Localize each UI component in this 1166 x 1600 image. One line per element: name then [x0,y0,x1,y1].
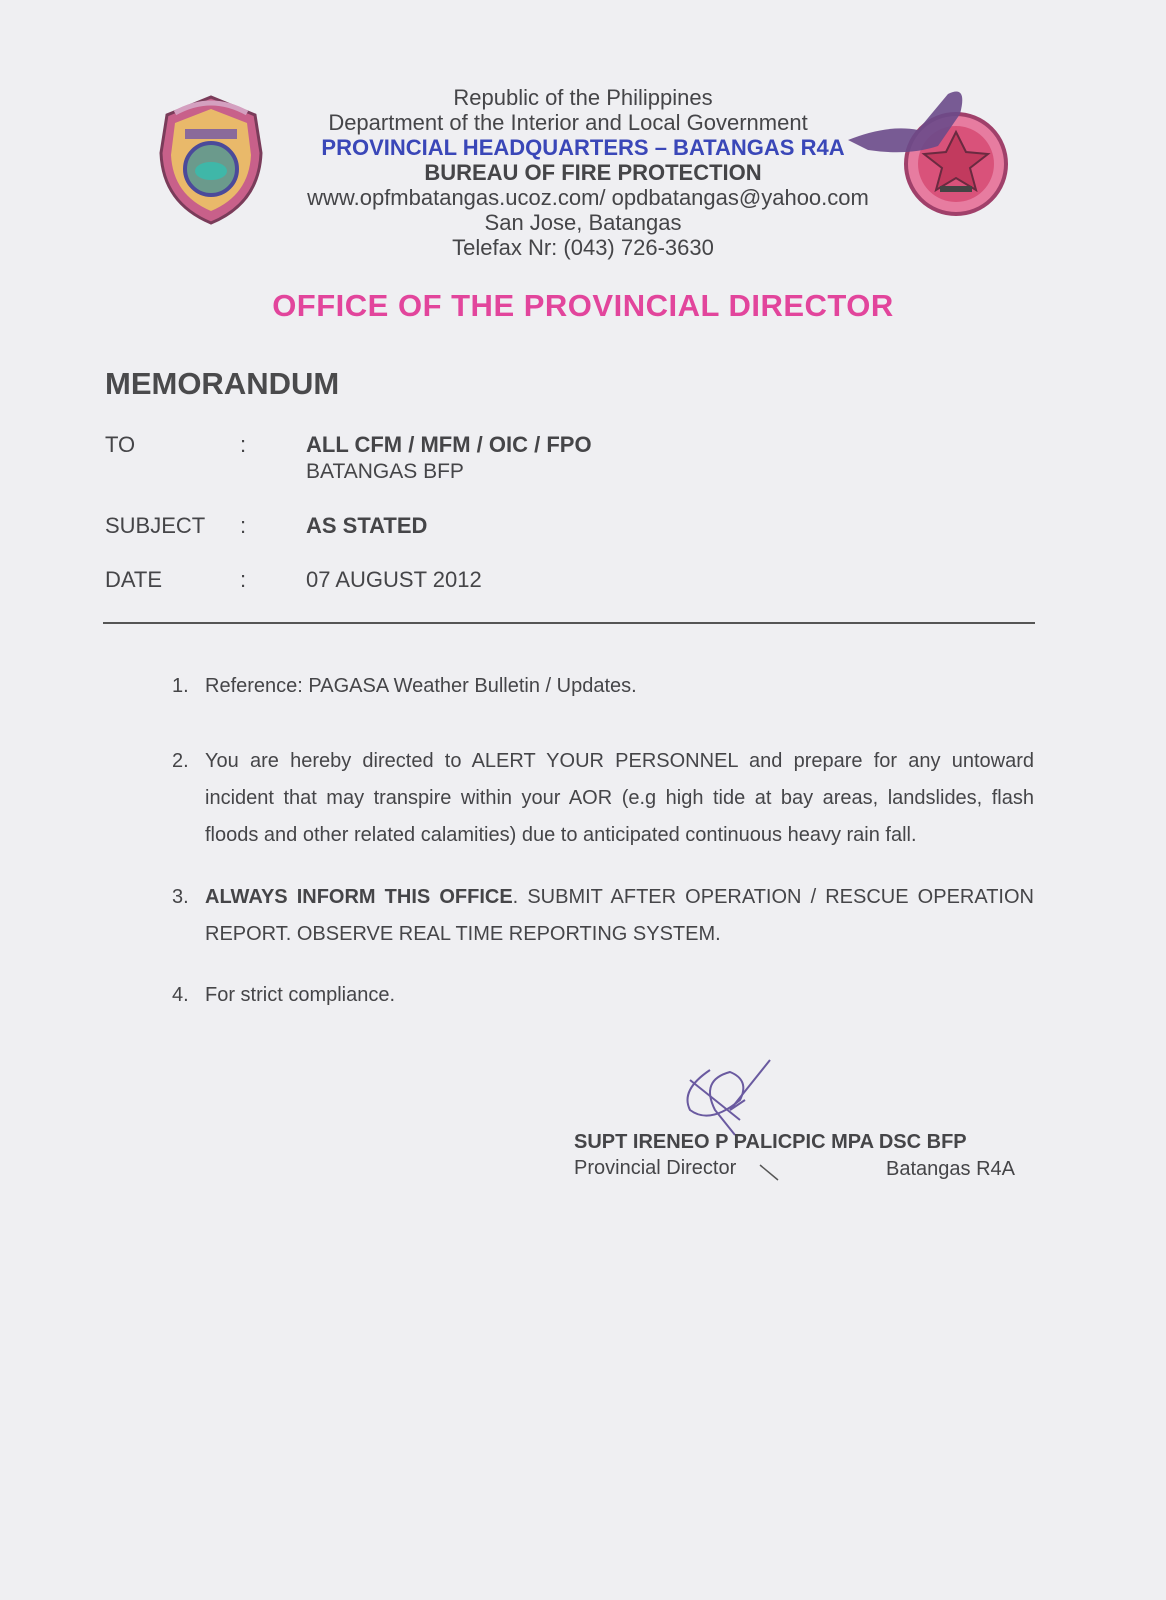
to-value: ALL CFM / MFM / OIC / FPO [306,432,592,457]
letterhead [0,85,1166,260]
colon: : [240,432,247,457]
address-line: San Jose, Batangas [484,210,682,235]
subject-label: SUBJECT [105,513,206,538]
to-value-block [306,432,592,484]
item-text: You are hereby directed to ALERT YOUR PERSONNEL and prepare for any untoward incident that may transpire within your AOR (e.g high tide at bay areas, landslides, flash floods and other related calamities) due to anticipated continuous heavy rain fall. [205,750,1034,846]
republic-line: Republic of the Philippines [453,85,713,110]
divider [103,622,1035,624]
list-item [172,977,1034,1014]
memo-heading: MEMORANDUM [105,366,340,401]
email-address: opdbatangas@yahoo.com [611,185,869,210]
item-number: 3. [172,886,189,908]
subject-value: AS STATED [306,513,428,538]
telefax-line: Telefax Nr: (043) 726-3630 [452,235,714,260]
contact-line [0,185,1166,210]
office-title: OFFICE OF THE PROVINCIAL DIRECTOR [272,288,894,323]
website-link[interactable]: www.opfmbatangas.ucoz.com/ [307,185,606,210]
list-item [172,879,1034,953]
item-text: Reference: PAGASA Weather Bulletin / Updates. [205,675,637,697]
item-text: . SUBMIT AFTER OPERATION / RESCUE OPERATION REPORT. OBSERVE REAL TIME REPORTING SYSTEM. [205,886,1034,945]
department-line: Department of the Interior and Local Government [328,110,808,135]
date-label: DATE [105,567,163,592]
item-text-block [205,879,1034,953]
to-label: TO [105,432,136,457]
colon: : [240,513,247,538]
item-number: 2. [172,750,189,772]
list-item [172,668,1034,705]
signatory-position: Provincial Director [574,1157,737,1179]
headquarters-line: PROVINCIAL HEADQUARTERS – BATANGAS R4A [321,135,845,160]
signatory-name: SUPT IRENEO P PALICPIC MPA DSC BFP [574,1131,967,1153]
to-value-secondary: BATANGAS BFP [306,460,464,483]
item-number: 1. [172,675,189,697]
item-emphasis: ALWAYS INFORM THIS OFFICE [205,886,513,908]
date-value: 07 AUGUST 2012 [306,567,482,592]
colon: : [240,567,247,592]
item-text: For strict compliance. [205,984,396,1006]
list-item [172,743,1034,854]
item-number: 4. [172,984,189,1006]
signatory-unit: Batangas R4A [886,1158,1015,1180]
bureau-line: BUREAU OF FIRE PROTECTION [424,160,762,185]
